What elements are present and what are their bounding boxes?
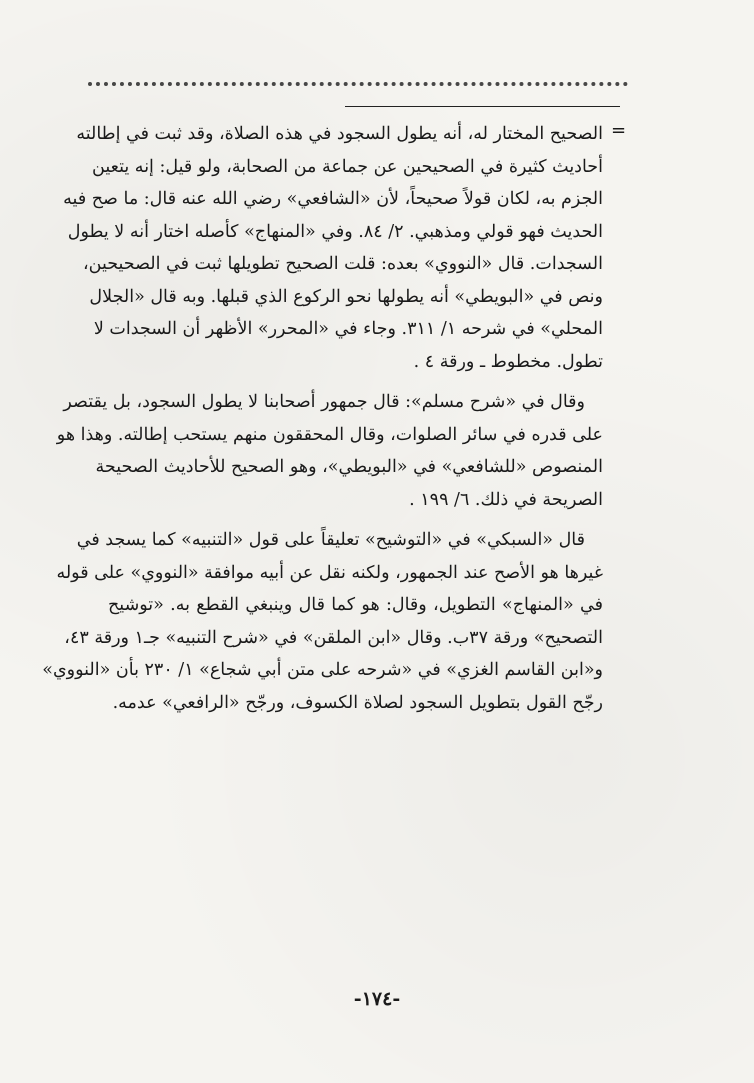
text-line: المحلي» في شرحه ١/ ٣١١. وجاء في «المحرر» الأظهر أن السجدات لا — [93, 319, 603, 339]
text-line: الجزم به، لكان قولاً صحيحاً، لأن «الشافعي» رضي الله عنه قال: ما صح فيه — [63, 189, 603, 209]
paragraph-2 — [56, 386, 603, 516]
text-line: ونص في «البويطي» أنه يطولها نحو الركوع الذي قبلها. وبه قال «الجلال — [89, 286, 603, 307]
text-line: و«ابن القاسم الغزي» في «شرحه على متن أبي شجاع» ١/ ٢٣٠ بأن «النووي» — [42, 660, 603, 680]
text-line: قال «السبكي» في «التوشيح» تعليقاً على قول «التنبيه» كما يسجد في — [76, 530, 585, 550]
page-number: -١٧٤- — [353, 988, 401, 1010]
text-line: الحديث فهو قولي ومذهبي. ٢/ ٨٤. وفي «المنهاج» كأصله اختار أنه لا يطول — [67, 221, 603, 242]
text-line: السجدات. قال «النووي» بعده: قلت الصحيح تطويلها ثبت في الصحيحين، — [82, 254, 603, 274]
text-line: غيرها هو الأصح عند الجمهور، ولكنه نقل عن أبيه موافقة «النووي» على قوله — [56, 562, 603, 583]
paragraph-3 — [42, 524, 603, 719]
footnote-continuation-marker: = — [611, 120, 627, 141]
text-line: أحاديث كثيرة في الصحيحين عن جماعة من الصحابة، ولو قيل: إنه يتعين — [92, 156, 603, 177]
dotted-separator — [88, 82, 628, 90]
footnote-rule — [345, 106, 620, 107]
text-line: تطول. مخطوط ـ ورقة ٤ . — [413, 351, 603, 372]
text-line: الصحيح المختار له، أنه يطول السجود في هذه الصلاة، وقد ثبت في إطالته — [76, 124, 603, 144]
text-line: المنصوص «للشافعي» في «البويطي»، وهو الصحيح للأحاديث الصحيحة — [95, 457, 603, 477]
paragraph-1 — [63, 118, 603, 378]
text-line: رجّح القول بتطويل السجود لصلاة الكسوف، ورجّح «الرافعي» عدمه. — [112, 692, 603, 713]
text-line: في «المنهاج» التطويل، وقال: هو كما قال وينبغي القطع به. «توشيح — [108, 595, 603, 615]
text-line: الصريحة في ذلك. ٦/ ١٩٩ . — [409, 489, 603, 510]
text-line: وقال في «شرح مسلم»: قال جمهور أصحابنا لا يطول السجود، بل يقتصر — [63, 392, 585, 412]
text-line: التصحيح» ورقة ٣٧ب. وقال «ابن الملقن» في «شرح التنبيه» جـ١ ورقة ٤٣، — [64, 627, 603, 648]
text-line: على قدره في سائر الصلوات، وقال المحققون منهم يستحب إطالته. وهذا هو — [56, 424, 603, 445]
footnote-text — [42, 118, 603, 719]
